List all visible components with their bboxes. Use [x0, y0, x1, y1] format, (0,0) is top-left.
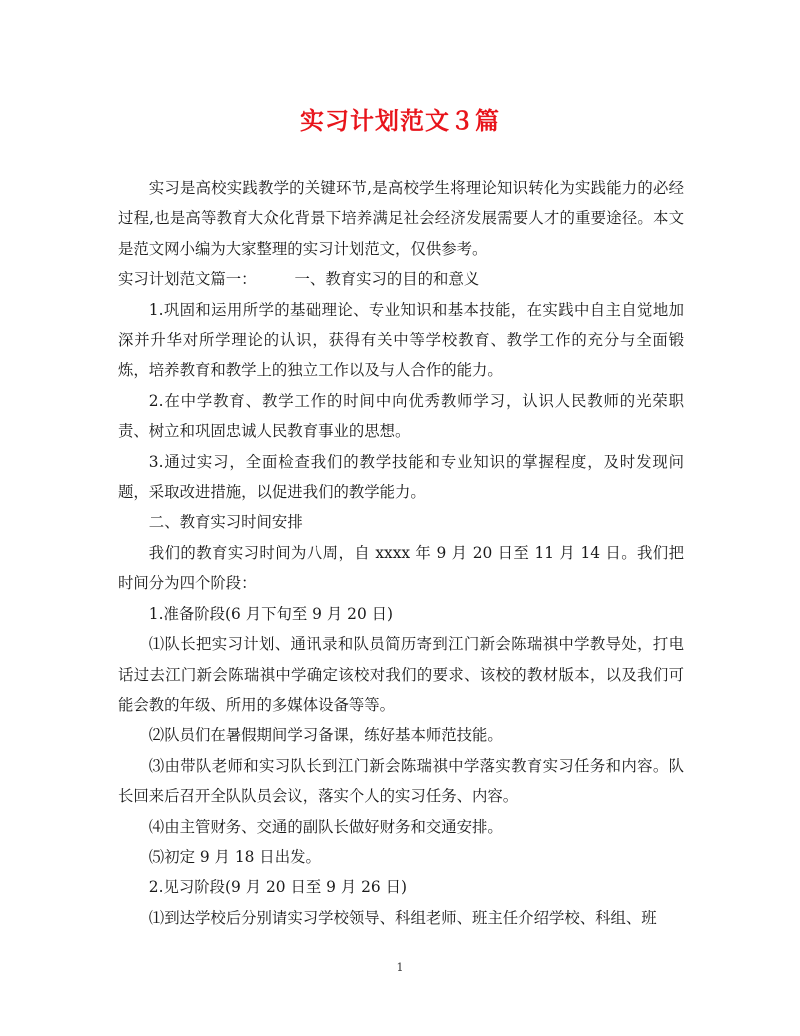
prep-item-2: ⑵队员们在暑假期间学习备课，练好基本师范技能。 [148, 726, 503, 745]
prep-item-1: ⑴队长把实习计划、通讯录和队员简历寄到江门新会陈瑞祺中学教导处，打电话过去江门新会陈瑞祺中学确定该校对我们的要求、该校的教材版本，以及我们可能会教的年级、所用的多媒体设备等等。 [118, 635, 684, 714]
document-title: 实习计划范文３篇 [300, 106, 500, 135]
prep-item-3: ⑶由带队老师和实习队长到江门新会陈瑞祺中学落实教育实习任务和内容。队长回来后召开全队队员会议，落实个人的实习任务、内容。 [118, 756, 684, 806]
subheading-schedule: 二、教育实习时间安排 [148, 513, 303, 532]
document-body [118, 173, 684, 933]
section-heading: 一、教育实习的目的和意义 [294, 270, 480, 289]
observation-item-1: ⑴到达学校后分别请实习学校领导、科组老师、班主任介绍学校、科组、班 [148, 908, 657, 927]
prep-item-4: ⑷由主管财务、交通的副队长做好财务和交通安排。 [148, 817, 503, 836]
prep-item-5: ⑸初定 9 月 18 日出发。 [148, 847, 321, 866]
paragraph-purpose-3: 3.通过实习，全面检查我们的教学技能和专业知识的掌握程度，及时发现问题，采取改进措施，以促进我们的教学能力。 [118, 452, 684, 502]
stage-preparation: 1.准备阶段(6 月下旬至 9 月 20 日) [148, 604, 394, 623]
paragraph-purpose-2: 2.在中学教育、教学工作的时间中向优秀教师学习，认识人民教师的光荣职责、树立和巩固忠诚人民教育事业的思想。 [118, 391, 684, 441]
paragraph-schedule: 我们的教育实习时间为八周，自 xxxx 年 9 月 20 日至 11 月 14 日。我们把时间分为四个阶段： [118, 543, 684, 593]
section-label: 实习计划范文篇一： [118, 270, 257, 289]
page-number: 1 [396, 961, 404, 974]
section-label-line [118, 264, 684, 294]
stage-observation: 2.见习阶段(9 月 20 日至 9 月 26 日) [148, 878, 408, 897]
paragraph-purpose-1: 1.巩固和运用所学的基础理论、专业知识和基本技能，在实践中自主自觉地加深并升华对所学理论的认识，获得有关中等学校教育、教学工作的充分与全面锻炼，培养教育和教学上的独立工作以及与人合作的能力。 [118, 300, 684, 380]
intro-paragraph: 实习是高校实践教学的关键环节,是高校学生将理论知识转化为实践能力的必经过程,也是高等教育大众化背景下培养满足社会经济发展需要人才的重要途径。本文是范文网小编为大家整理的实习计划范文，仅供参考。 [118, 179, 684, 258]
